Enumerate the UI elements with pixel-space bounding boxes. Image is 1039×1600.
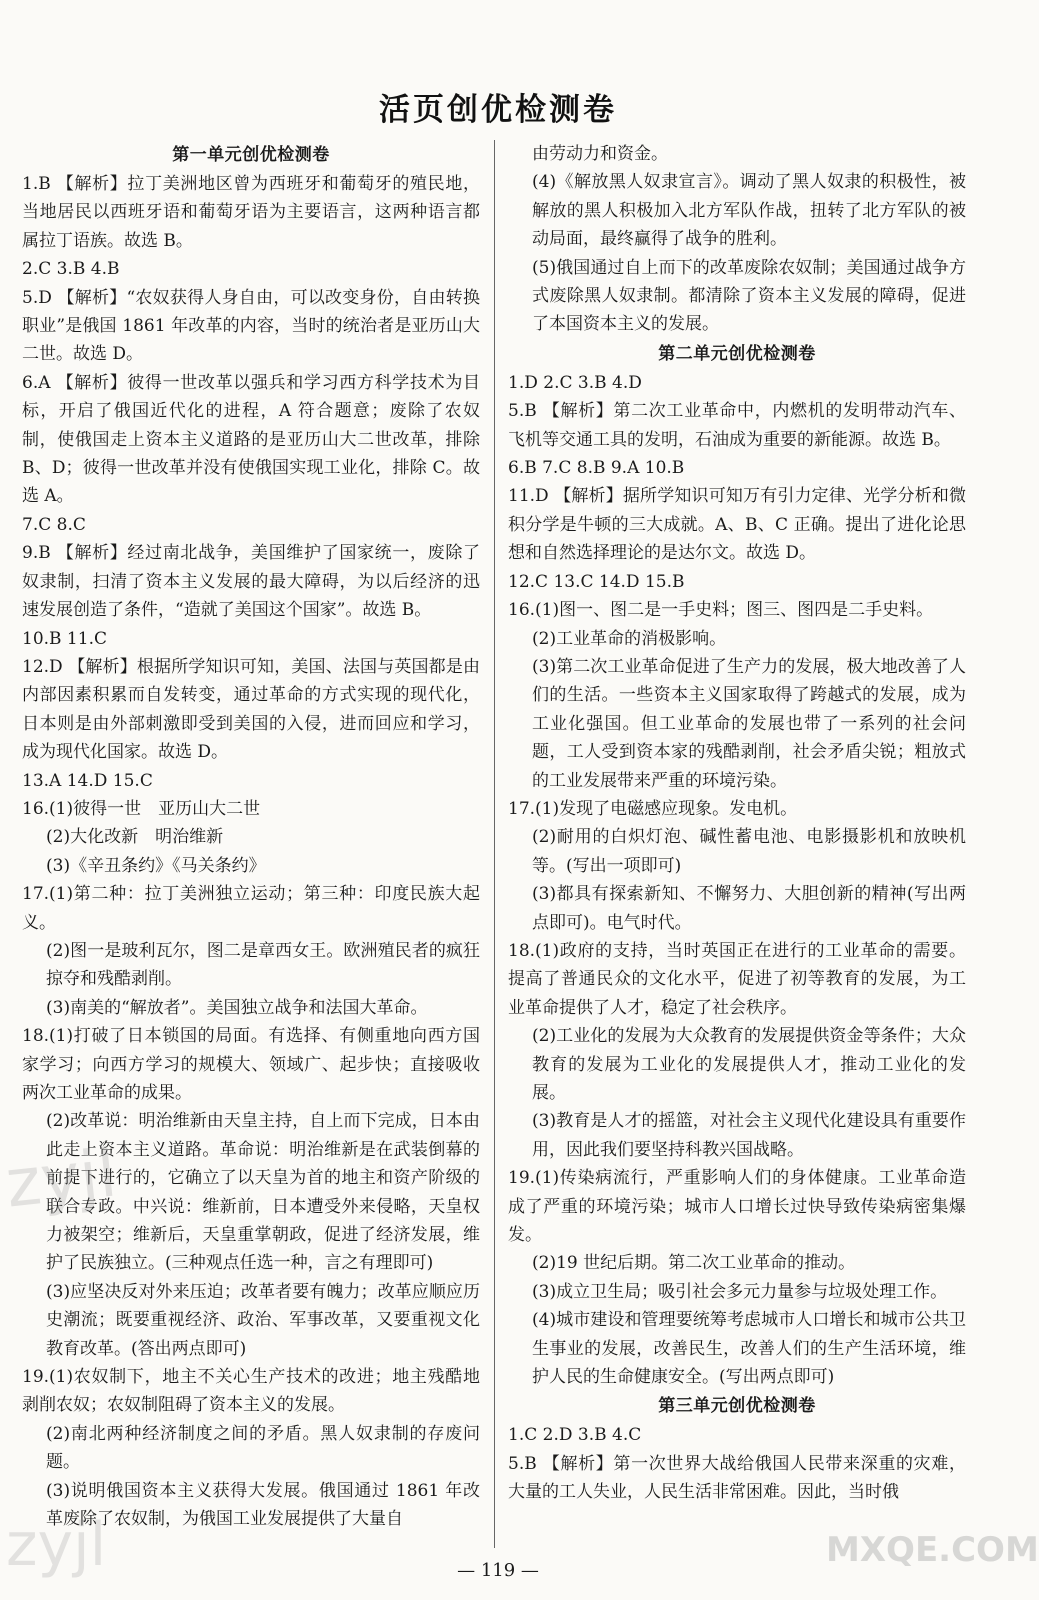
answer-paragraph: (3)第二次工业革命促进了生产力的发展，极大地改善了人们的生活。一些资本主义国家取得了跨越式的发展，成为工业化强国。但工业革命的发展也带了一系列的社会问题，工人受到资本家的残酷剥削，社会矛盾尖锐；粗放式的工业发展带来严重的环境污染。 — [532, 656, 966, 791]
answer-paragraph: (2)改革说：明治维新由天皇主持，自上而下完成，日本由此走上资本主义道路。革命说：明治维新是在武装倒幕的前提下进行的，它确立了以天皇为首的地主和资产阶级的联合专政。中兴说：维新前，日本遭受外来侵略，天皇权力被架空；维新后，天皇重掌朝政，促进了经济发展，维护了民族独立。(三种观点任选一种，言之有理即可) — [46, 1111, 480, 1274]
answer-paragraph: (4)《解放黑人奴隶宣言》。调动了黑人奴隶的积极性，被解放的黑人积极加入北方军队作战，扭转了北方军队的被动局面，最终赢得了战争的胜利。 — [532, 172, 966, 250]
answer-paragraph: (2)工业革命的消极影响。 — [532, 628, 727, 649]
watermark-left-top: zyjl — [2, 1134, 121, 1223]
answer-paragraph: 10.B 11.C — [22, 628, 107, 649]
answer-paragraph: 7.C 8.C — [22, 514, 86, 535]
answer-paragraph: 1.D 2.C 3.B 4.D — [508, 372, 642, 393]
page-title: 活页创优检测卷 — [379, 92, 617, 128]
answer-paragraph: (3)成立卫生局；吸引社会多元力量参与垃圾处理工作。 — [532, 1281, 948, 1302]
answer-paragraph: 6.A 【解析】彼得一世改革以强兵和学习西方科学技术为目标，开启了俄国近代化的进程，A 符合题意；废除了农奴制，使俄国走上资本主义道路的是亚历山大二世改革，排除 B、D；彼得一世改革并没有使俄国实现工业化，排除 C。故选 A。 — [22, 372, 480, 507]
answer-paragraph: 5.B 【解析】第二次工业革命中，内燃机的发明带动汽车、飞机等交通工具的发明，石油成为重要的新能源。故选 B。 — [508, 401, 966, 450]
answer-paragraph: 16.(1)图一、图二是一手史料；图三、图四是二手史料。 — [508, 600, 934, 621]
answer-paragraph: (3)都具有探索新知、不懈努力、大胆创新的精神(写出两点即可)。电气时代。 — [532, 884, 966, 933]
answer-paragraph: 12.C 13.C 14.D 15.B — [508, 571, 685, 592]
watermark-right-bottom: MXQE.COM — [826, 1530, 1039, 1570]
answer-paragraph: (3)应坚决反对外来压迫；改革者要有魄力；改革应顺应历史潮流；既要重视经济、政治、军事改革，又要重视文化教育改革。(答出两点即可) — [46, 1281, 480, 1359]
answer-paragraph: 18.(1)政府的支持，当时英国正在进行的工业革命的需要。提高了普通民众的文化水平，促进了初等教育的发展，为工业革命提供了人才，稳定了社会秩序。 — [508, 940, 966, 1018]
answer-paragraph: 由劳动力和资金。 — [532, 144, 668, 164]
answer-paragraph: (2)19 世纪后期。第二次工业革命的推动。 — [532, 1253, 856, 1274]
answer-paragraph: (2)南北两种经济制度之间的矛盾。黑人奴隶制的存废问题。 — [46, 1423, 480, 1473]
answer-paragraph: (2)图一是玻利瓦尔，图二是章西女王。欧洲殖民者的疯狂掠夺和残酷剥削。 — [46, 940, 480, 990]
section-title-unit-2: 第二单元创优检测卷 — [658, 343, 816, 364]
answer-paragraph: 1.B 【解析】拉丁美洲地区曾为西班牙和葡萄牙的殖民地，当地居民以西班牙语和葡萄牙语为主要语言，这两种语言都属拉丁语族。故选 B。 — [22, 174, 480, 251]
answer-paragraph: (4)城市建设和管理要统筹考虑城市人口增长和城市公共卫生事业的发展，改善民生，改善人们的生产生活环境，维护人民的生命健康安全。(写出两点即可) — [532, 1310, 966, 1388]
answer-paragraph: 13.A 14.D 15.C — [22, 770, 153, 791]
answer-paragraph: 2.C 3.B 4.B — [22, 259, 120, 280]
answer-paragraph: 19.(1)农奴制下，地主不关心生产技术的改进；地主残酷地剥削农奴；农奴制阻碍了资本主义的发展。 — [22, 1367, 480, 1416]
answer-paragraph: 12.D 【解析】根据所学知识可知，美国、法国与英国都是由内部因素积累而自发转变，通过革命的方式实现的现代化，日本则是由外部刺激即受到美国的入侵，进而回应和学习，成为现代化国家。故选 D。 — [22, 656, 480, 763]
answer-paragraph: 18.(1)打破了日本锁国的局面。有选择、有侧重地向西方国家学习；向西方学习的规模大、领域广、起步快；直接吸收两次工业革命的成果。 — [22, 1026, 480, 1103]
answer-paragraph: (2)大化改新 明治维新 — [46, 827, 224, 848]
answer-paragraph: 11.D 【解析】据所学知识可知万有引力定律、光学分析和微积分学是牛顿的三大成就。A、B、C 正确。提出了进化论思想和自然选择理论的是达尔文。故选 D。 — [508, 486, 966, 564]
answer-paragraph: (2)工业化的发展为大众教育的发展提供资金等条件；大众教育的发展为工业化的发展提供人才，推动工业化的发展。 — [532, 1026, 966, 1103]
answer-paragraph: 17.(1)第二种：拉丁美洲独立运动；第三种：印度民族大起义。 — [22, 884, 480, 933]
column-divider — [494, 140, 495, 1548]
answer-paragraph: 5.D 【解析】“农奴获得人身自由，可以改变身份，自由转换职业”是俄国 1861 年改革的内容，当时的统治者是亚历山大二世。故选 D。 — [22, 287, 480, 365]
answer-paragraph: 6.B 7.C 8.B 9.A 10.B — [508, 458, 685, 479]
right-column — [508, 140, 966, 1507]
answer-paragraph: 16.(1)彼得一世 亚历山大二世 — [22, 798, 261, 819]
page-number: — 119 — — [457, 1560, 539, 1581]
answer-paragraph: 17.(1)发现了电磁感应现象。发电机。 — [508, 798, 798, 819]
answer-paragraph: (3)说明俄国资本主义获得大发展。俄国通过 1861 年改革废除了农奴制，为俄国工业发展提供了大量自 — [46, 1480, 480, 1530]
answer-paragraph: (3)南美的“解放者”。美国独立战争和法国大革命。 — [46, 997, 428, 1018]
answer-paragraph: 5.B 【解析】第一次世界大战给俄国人民带来深重的灾难，大量的工人失业，人民生活非常困难。因此，当时俄 — [508, 1453, 966, 1503]
left-column — [22, 140, 480, 1534]
answer-paragraph: 9.B 【解析】经过南北战争，美国维护了国家统一，废除了奴隶制，扫清了资本主义发展的最大障碍，为以后经济的迅速发展创造了条件，“造就了美国这个国家”。故选 B。 — [22, 543, 480, 621]
answer-paragraph: (3)《辛丑条约》《马关条约》 — [46, 855, 266, 876]
answer-paragraph: 1.C 2.D 3.B 4.C — [508, 1425, 642, 1446]
answer-paragraph: 19.(1)传染病流行，严重影响人们的身体健康。工业革命造成了严重的环境污染；城市人口增长过快导致传染病密集爆发。 — [508, 1168, 966, 1246]
answer-paragraph: (5)俄国通过自上而下的改革废除农奴制；美国通过战争方式废除黑人奴隶制。都清除了资本主义发展的障碍，促进了本国资本主义的发展。 — [532, 257, 966, 335]
section-title-unit-1: 第一单元创优检测卷 — [172, 145, 330, 165]
answer-paragraph: (3)教育是人才的摇篮，对社会主义现代化建设具有重要作用，因此我们要坚持科教兴国战略。 — [532, 1111, 966, 1160]
watermark-left-bottom: zyjl — [6, 1510, 107, 1580]
section-title-unit-3: 第三单元创优检测卷 — [658, 1396, 816, 1417]
answer-paragraph: (2)耐用的白炽灯泡、碱性蓄电池、电影摄影机和放映机等。(写出一项即可) — [532, 827, 966, 876]
